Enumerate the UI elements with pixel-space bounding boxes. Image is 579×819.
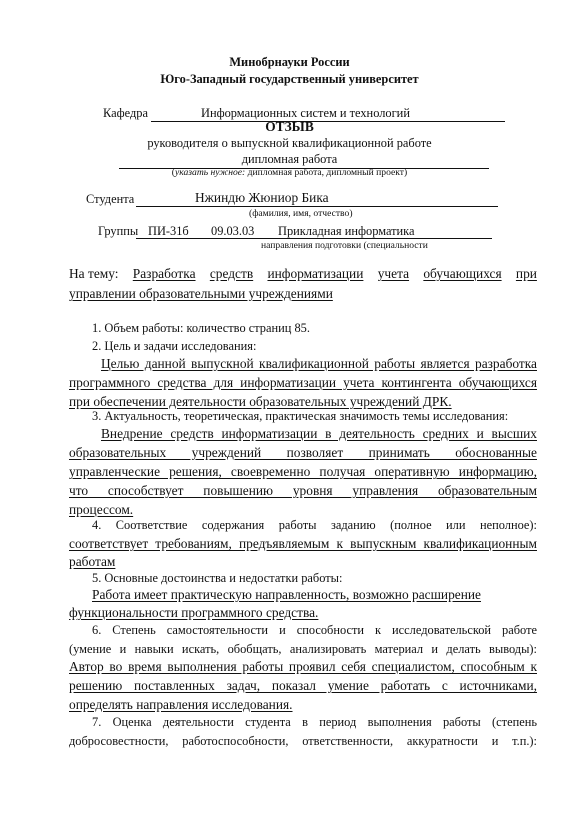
item-6-text: Автор во время выполнения работы проявил себя специалистом, способным к <box>69 659 537 674</box>
topic-line-1: На тему: Разработка средств информатизации учета обучающихся при <box>69 266 537 281</box>
document-subtitle: руководителя о выпускной квалификационной работе <box>147 136 432 150</box>
direction-name: Прикладная информатика <box>278 224 415 238</box>
university-name: Юго-Западный государственный университет <box>160 72 419 86</box>
student-caption: (фамилия, имя, отчество) <box>249 208 353 219</box>
item-7: добросовестности, работоспособности, ответственности, аккуратности и т.п.): <box>69 734 537 748</box>
item-3-text: процессом. <box>69 502 134 517</box>
document-title: ОТЗЫВ <box>265 119 314 134</box>
group-label: Группы <box>98 224 139 238</box>
item-4-text: соответствует требованиям, предъявляемым к выпускным квалификационным <box>69 536 537 551</box>
direction-code: 09.03.03 <box>211 224 255 238</box>
item-6-text: определять направления исследования. <box>69 697 293 712</box>
item-2: 2. Цель и задачи исследования: <box>92 339 257 353</box>
item-2-text: программного средства для информатизации учета контингента обучающихся <box>69 375 537 390</box>
student-underline <box>136 206 498 207</box>
item-6: 6. Степень самостоятельности и способности к исследовательской работе <box>92 623 537 637</box>
direction-caption: направления подготовки (специальности <box>261 240 428 251</box>
work-type-value: дипломная работа <box>241 152 338 166</box>
item-4-text: работам <box>69 554 116 569</box>
item-5-text: функциональности программного средства. <box>69 605 319 620</box>
item-3-text: управленческие решения, своевременно получая оперативную информацию, <box>69 464 537 479</box>
item-7: 7. Оценка деятельности студента в период выполнения работы (степень <box>92 715 537 729</box>
item-5: 5. Основные достоинства и недостатки работы: <box>92 571 343 585</box>
department-value: Информационных систем и технологий <box>201 106 410 120</box>
item-4: 4. Соответствие содержания работы заданию (полное или неполное): <box>92 518 537 532</box>
group-value: ПИ-31б <box>148 224 189 238</box>
item-3-text: Внедрение средств информатизации в деятельность средних и высших <box>101 426 537 441</box>
work-type-note: (указать нужное: дипломная работа, дипломный проект) <box>171 167 408 178</box>
item-2-text: Целью данной выпускной квалификационной работы является разработка <box>101 356 537 371</box>
student-name: Нжиндю Жюниор Бика <box>195 190 329 205</box>
item-6-text: решению поставленных задач, показал умение работать с источниками, <box>69 678 537 693</box>
item-3-text: что способствует повышению уровня управления образовательным <box>69 483 537 498</box>
item-5-text: Работа имеет практическую направленность, возможно расширение <box>92 587 481 602</box>
item-6: (умение и навыки искать, обобщать, анализировать материал и делать выводы): <box>69 642 537 656</box>
topic-line-2: управлении образовательными учреждениями <box>69 286 333 301</box>
item-1: 1. Объем работы: количество страниц 85. <box>92 321 310 335</box>
item-3: 3. Актуальность, теоретическая, практическая значимость темы исследования: <box>92 409 509 423</box>
student-label: Студента <box>86 192 135 206</box>
ministry-name: Минобрнауки России <box>229 55 350 69</box>
department-label: Кафедра <box>103 106 148 120</box>
item-2-text: при обеспечении деятельности образовательных учреждений ДРК. <box>69 394 452 409</box>
item-3-text: образовательных учреждений позволяет принимать обоснованные <box>69 445 537 460</box>
